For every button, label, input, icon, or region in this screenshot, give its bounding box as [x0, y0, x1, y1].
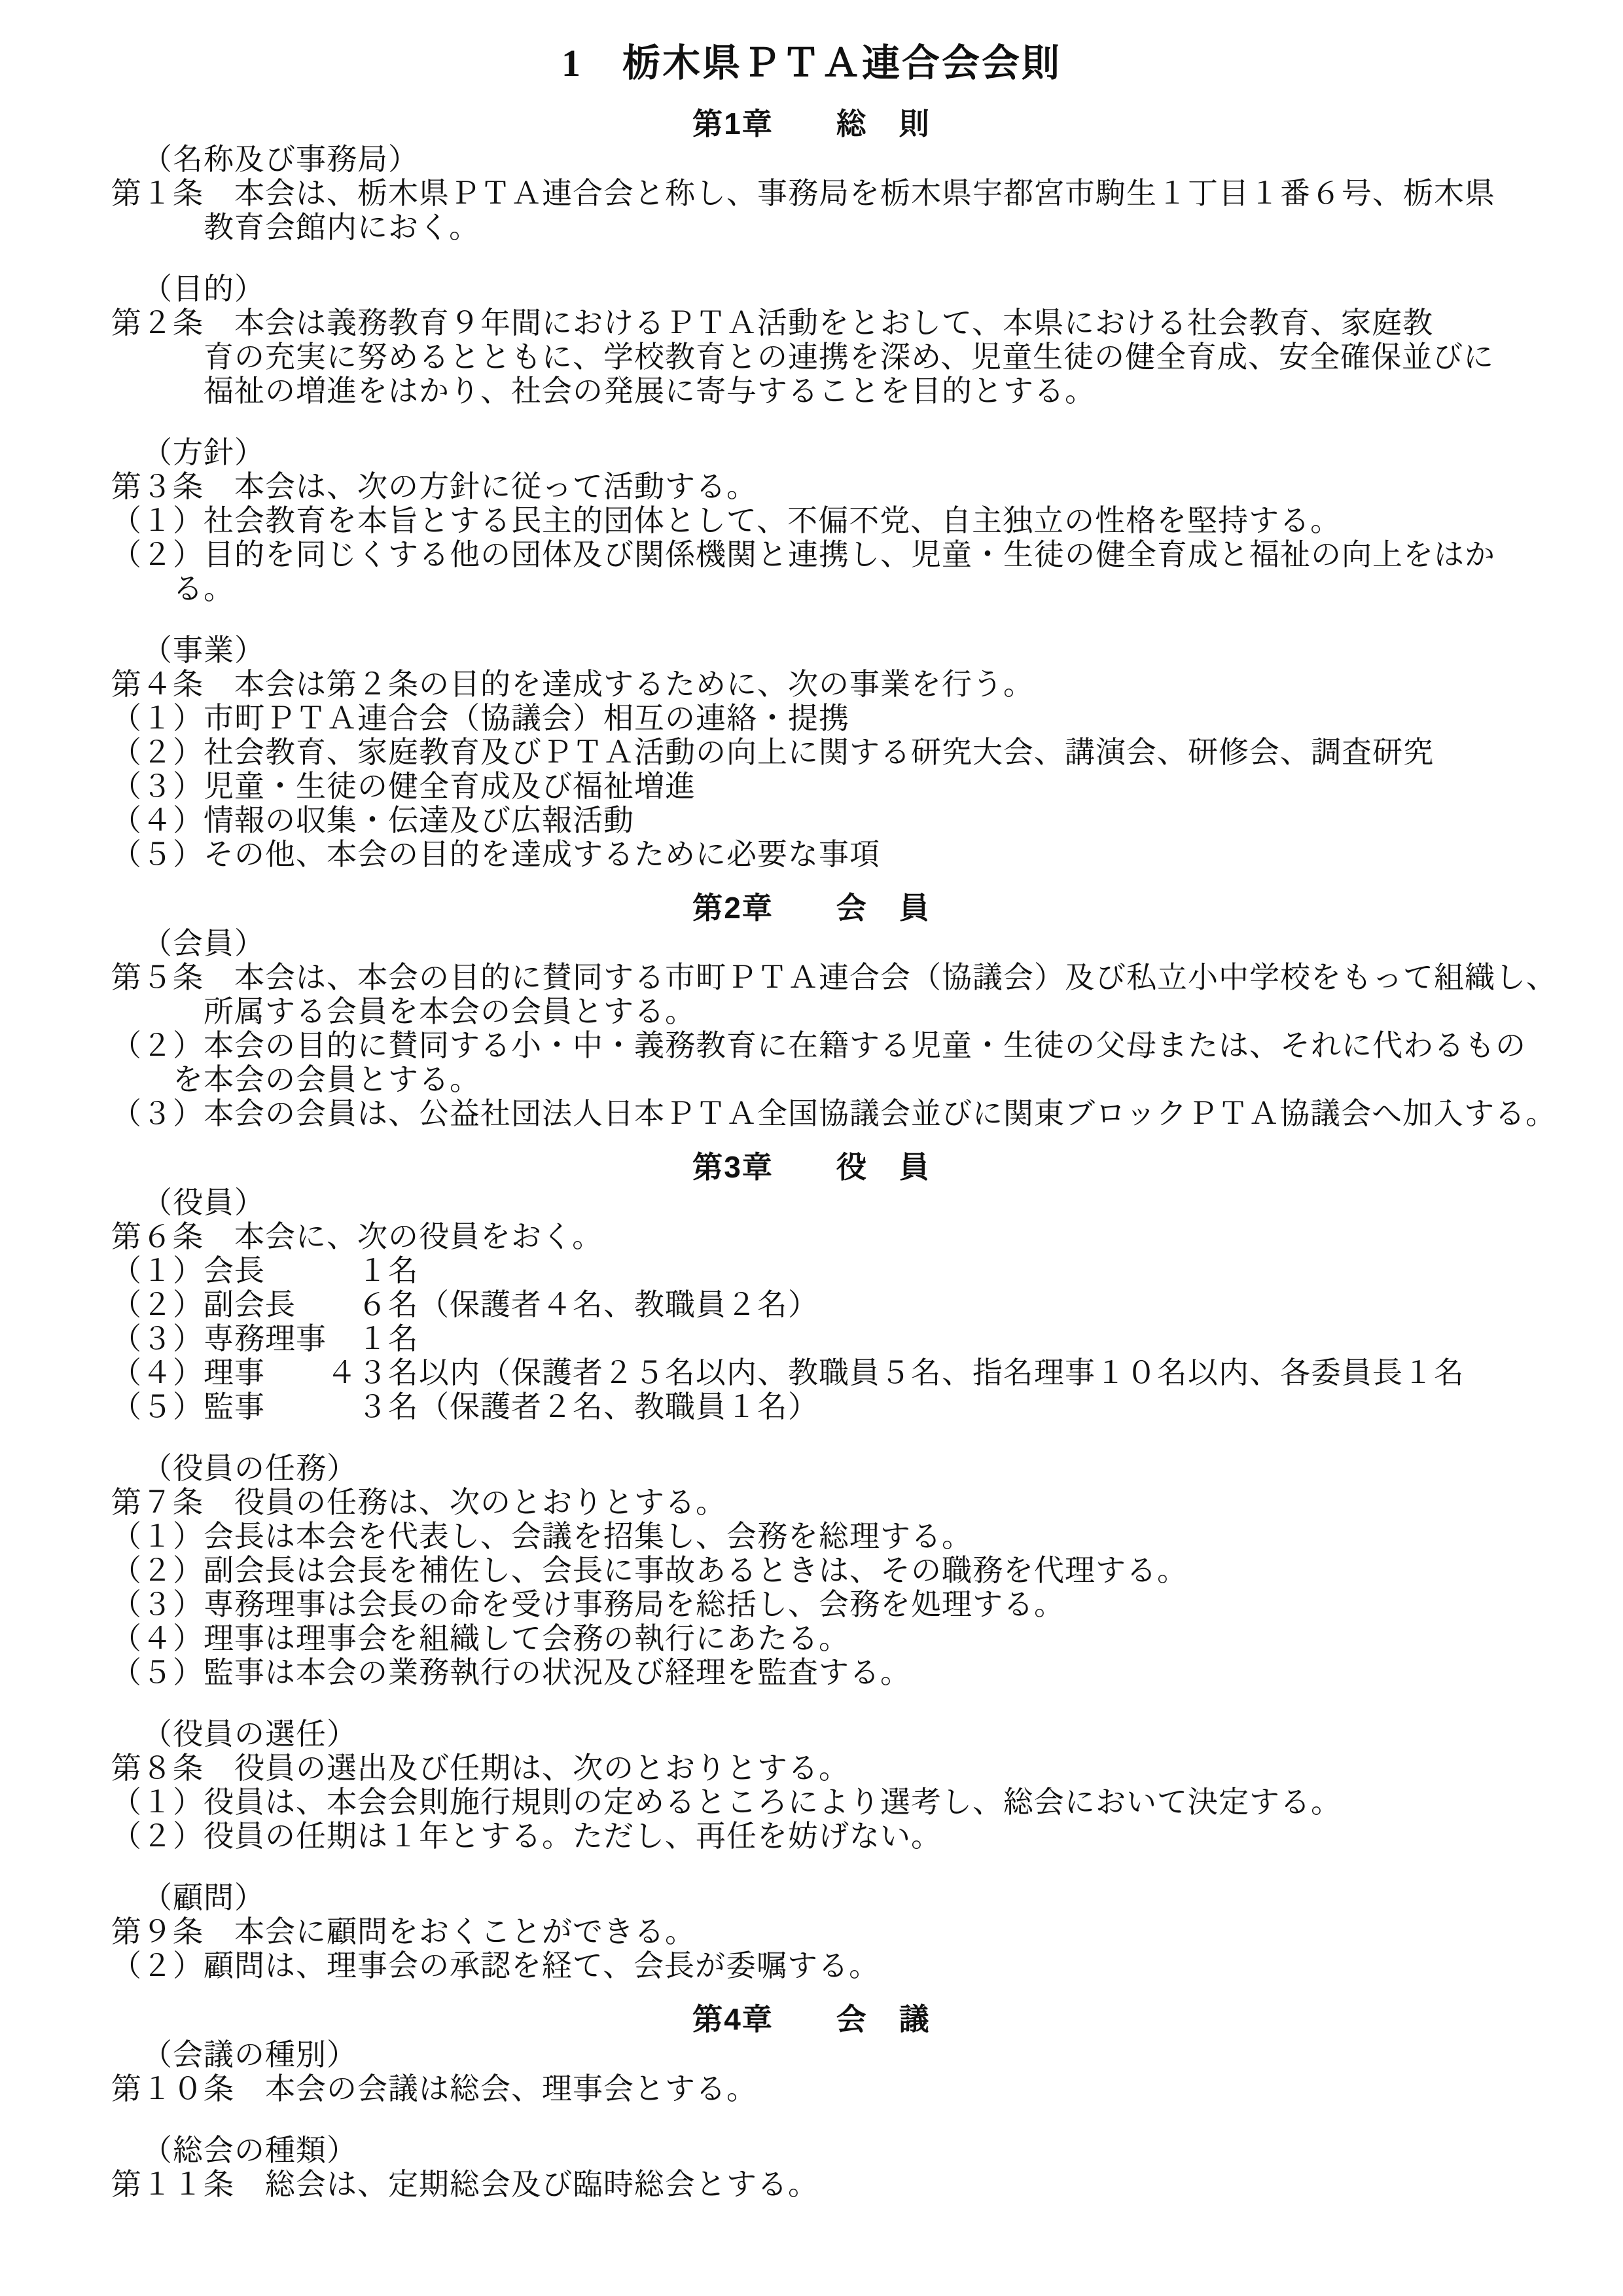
item-line: （３）専務理事は会長の命を受け事務局を総括し、会務を処理する。 [111, 1588, 1065, 1621]
article-line: 第４条 本会は第２条の目的を達成するために、次の事業を行う。 [111, 668, 1034, 701]
article-line: 第６条 本会に、次の役員をおく。 [111, 1220, 603, 1253]
continuation-line: 所属する会員を本会の会員とする。 [204, 995, 696, 1028]
item-line: （２）目的を同じくする他の団体及び関係機関と連携し、児童・生徒の健全育成と福祉の向上をはか [111, 538, 1495, 571]
item-line: （４）理事は理事会を組織して会務の執行にあたる。 [111, 1622, 849, 1655]
item-line: （３）専務理事 １名 [111, 1322, 419, 1355]
item-line: （２）社会教育、家庭教育及びＰＴＡ活動の向上に関する研究大会、講演会、研修会、調査研究 [111, 736, 1434, 769]
item-line: （１）社会教育を本旨とする民主的団体として、不偏不党、自主独立の性格を堅持する。 [111, 504, 1342, 537]
section-label: （事業） [142, 634, 265, 667]
document-body [111, 105, 1564, 2202]
continuation-line: 育の充実に努めるとともに、学校教育との連携を深め、児童生徒の健全育成、安全確保並びに [204, 340, 1495, 374]
article-line: 第９条 本会に顧問をおくことができる。 [111, 1915, 696, 1948]
section-label: （役員の選任） [142, 1717, 357, 1751]
item-line: （２）副会長 ６名（保護者４名、教職員２名） [111, 1288, 819, 1321]
item-line: （４）理事 ４３名以内（保護者２５名以内、教職員５名、指名理事１０名以内、各委員長１名 [111, 1356, 1465, 1390]
article-line: 第１０条 本会の会議は総会、理事会とする。 [111, 2072, 757, 2106]
item-line: （３）児童・生徒の健全育成及び福祉増進 [111, 770, 696, 803]
section-label: （役員の任務） [142, 1452, 357, 1485]
continuation-line: 教育会館内におく。 [204, 211, 480, 244]
section-label: （総会の種類） [142, 2134, 357, 2167]
article-line: 第１１条 総会は、定期総会及び臨時総会とする。 [111, 2168, 819, 2201]
article-line: 第８条 役員の選出及び任期は、次のとおりとする。 [111, 1751, 849, 1785]
item-line: （２）本会の目的に賛同する小・中・義務教育に在籍する児童・生徒の父母または、それに代わるもの [111, 1029, 1526, 1062]
item-line: （１）役員は、本会会則施行規則の定めるところにより選考し、総会において決定する。 [111, 1785, 1342, 1819]
article-line: 第２条 本会は義務教育９年間におけるＰＴＡ活動をとおして、本県における社会教育、家庭教 [111, 306, 1434, 340]
article-line: 第３条 本会は、次の方針に従って活動する。 [111, 470, 757, 503]
chapter-heading: 第3章 役 員 [692, 1150, 931, 1184]
item-line: （３）本会の会員は、公益社団法人日本ＰＴＡ全国協議会並びに関東ブロックＰＴＡ協議会へ加入する。 [111, 1097, 1557, 1130]
section-label: （目的） [142, 272, 265, 306]
section-label: （顧問） [142, 1881, 265, 1914]
section-label: （会議の種別） [142, 2038, 357, 2072]
article-line: 第５条 本会は、本会の目的に賛同する市町ＰＴＡ連合会（協議会）及び私立小中学校をもって組織し、 [111, 961, 1557, 994]
chapter-heading: 第2章 会 員 [692, 891, 931, 925]
section-label: （名称及び事務局） [142, 143, 419, 176]
chapter-heading: 第4章 会 議 [692, 2002, 931, 2036]
continuation-line: 福祉の増進をはかり、社会の発展に寄与することを目的とする。 [204, 374, 1096, 408]
item-line: （２）役員の任期は１年とする。ただし、再任を妨げない。 [111, 1820, 942, 1853]
item-line: （２）副会長は会長を補佐し、会長に事故あるときは、その職務を代理する。 [111, 1554, 1188, 1587]
article-line: 第７条 役員の任務は、次のとおりとする。 [111, 1486, 726, 1519]
item-line: （２）顧問は、理事会の承認を経て、会長が委嘱する。 [111, 1949, 880, 1982]
section-label: （役員） [142, 1186, 265, 1219]
item-line: （５）監事は本会の業務執行の状況及び経理を監査する。 [111, 1656, 911, 1689]
item-line: （５）その他、本会の目的を達成するために必要な事項 [111, 838, 880, 871]
document-title: 1 栃木県ＰＴＡ連合会会則 [561, 42, 1061, 84]
continuation-line: る。 [173, 572, 234, 605]
section-label: （方針） [142, 436, 265, 469]
section-label: （会員） [142, 927, 265, 960]
item-line: （１）会長 １名 [111, 1254, 419, 1287]
item-line: （１）市町ＰＴＡ連合会（協議会）相互の連絡・提携 [111, 702, 849, 735]
item-line: （４）情報の収集・伝達及び広報活動 [111, 804, 634, 837]
article-line: 第１条 本会は、栃木県ＰＴＡ連合会と称し、事務局を栃木県宇都宮市駒生１丁目１番６号、栃木県 [111, 177, 1495, 210]
item-line: （５）監事 ３名（保護者２名、教職員１名） [111, 1390, 819, 1424]
chapter-heading: 第1章 総 則 [692, 107, 931, 141]
item-line: （１）会長は本会を代表し、会議を招集し、会務を総理する。 [111, 1520, 972, 1553]
continuation-line: を本会の会員とする。 [173, 1063, 480, 1096]
